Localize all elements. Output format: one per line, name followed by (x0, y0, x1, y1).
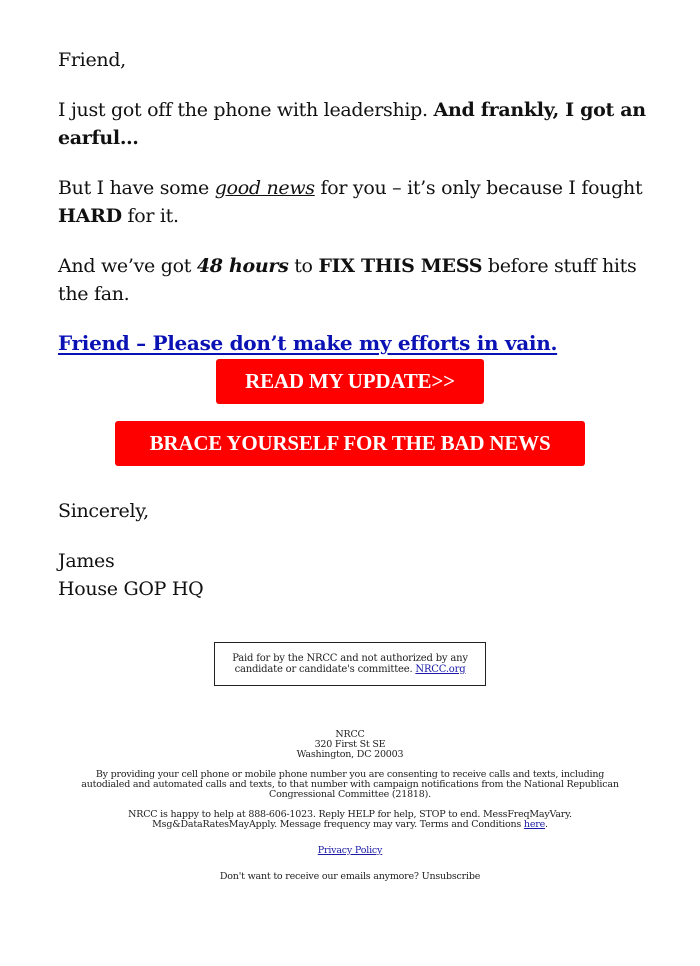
paragraph-leadership (58, 96, 648, 152)
address-city: Washington, DC 20003 (296, 749, 404, 760)
disclaimer-text-wrap (215, 653, 485, 675)
address-block (80, 730, 620, 760)
footer (80, 730, 620, 892)
emphasis-hard: HARD (58, 205, 122, 227)
emphasis-fix-this-mess: FIX THIS MESS (318, 255, 483, 277)
paragraph-good-news (58, 174, 648, 230)
help-text (80, 810, 620, 830)
address-org: NRCC (335, 729, 365, 740)
signoff (58, 497, 203, 603)
sms-consent-text: By providing your cell phone or mobile phone number you are consenting to receive calls and texts, including autodialed and automated calls and texts, to that number with campaign notifications from the National Republican Congressional Committee (21818). (81, 769, 619, 800)
address-street: 320 First St SE (314, 739, 386, 750)
help-text-body: NRCC is happy to help at 888-606-1023. Reply HELP for help, STOP to end. MessFreqMayVary. Msg&DataRatesMayApply. Message frequency may vary. Terms and Conditions (128, 809, 572, 830)
privacy-policy-link[interactable]: Privacy Policy (317, 845, 383, 856)
sender-org: House GOP HQ (58, 578, 204, 600)
paid-for-disclaimer (214, 642, 486, 686)
paragraph-text: to (288, 255, 319, 277)
emphasis-good-news: good news (214, 177, 315, 199)
paragraph-48-hours (58, 252, 648, 308)
emphasis-48-hours: 48 hours (196, 255, 289, 277)
paragraph-text: But I have some (58, 177, 215, 199)
nrcc-org-link[interactable]: NRCC.org (415, 664, 466, 675)
read-my-update-button[interactable]: READ MY UPDATE>> (216, 359, 484, 404)
paragraph-text: for you – it’s only because I fought (314, 177, 643, 199)
paragraph-text: I just got off the phone with leadership. (58, 99, 434, 121)
greeting: Friend, (58, 49, 126, 71)
privacy-wrap (80, 846, 620, 856)
unsubscribe-text[interactable]: Don't want to receive our emails anymore? Unsubscribe (219, 871, 481, 882)
paragraph-text: And we’ve got (58, 255, 197, 277)
sender-name: James (58, 550, 115, 572)
closing: Sincerely, (58, 500, 149, 522)
headline-link[interactable]: Friend – Please don’t make my efforts in vain. (58, 331, 558, 355)
period: . (545, 819, 548, 830)
paragraph-text: before stuff hits the fan. (58, 255, 637, 305)
email-body (58, 46, 648, 358)
brace-yourself-button[interactable]: BRACE YOURSELF FOR THE BAD NEWS (115, 421, 585, 466)
paragraph-text: for it. (121, 205, 179, 227)
disclaimer-text: Paid for by the NRCC and not authorized by any candidate or candidate's committee. (232, 653, 468, 675)
bold-text: And frankly, I got an earful… (58, 99, 646, 149)
terms-here-link[interactable]: here (523, 819, 546, 830)
